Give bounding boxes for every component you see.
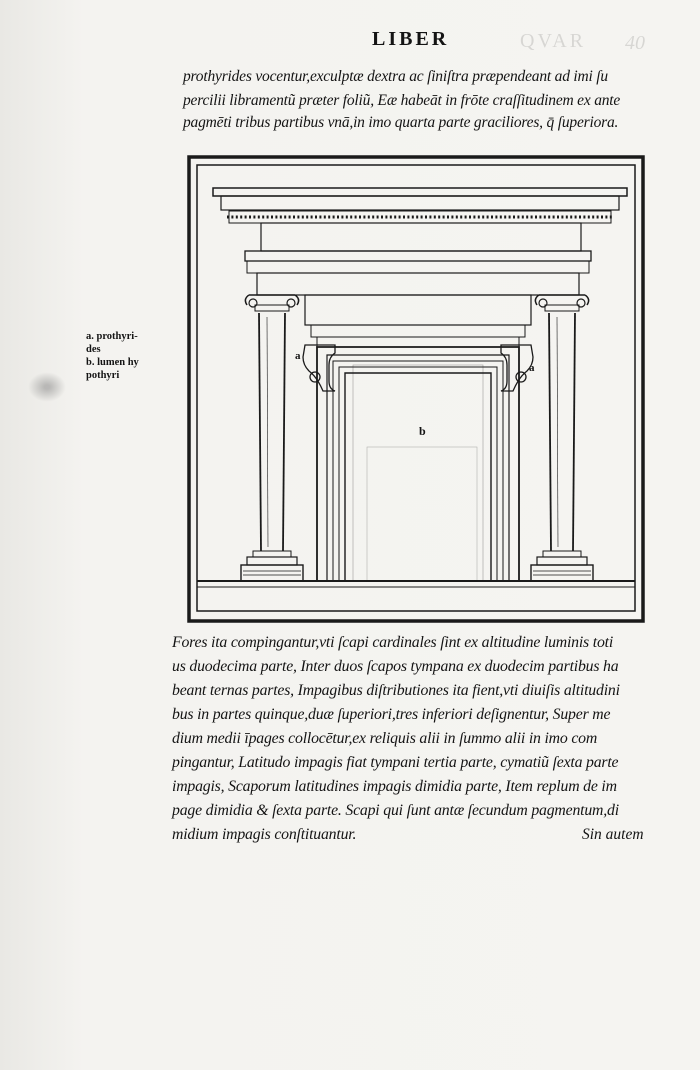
figure-label-a-left: a [295,350,301,362]
figure-label-b: b [419,424,426,438]
running-head: LIBER [372,28,450,50]
body-text-line: dium medii īpages collocētur,ex reliquis alii in ſummo alii in imo com [172,730,598,747]
body-text-line: beant ternas partes, Impagibus diſtributiones ita fient,vti diuiſis altitudini [172,682,620,699]
bleed-through-folio: 40 [625,32,645,54]
body-text-line: midium impagis conſtituantur. [172,826,357,843]
margin-note-line: des [86,344,101,355]
right-column [531,295,593,581]
door-frame [317,347,519,581]
bleed-through-head: QVAR [520,30,587,52]
left-column [241,295,303,581]
body-text-line: impagis, Scaporum latitudines impagis dimidia parte, Item replum de im [172,778,617,795]
ink-blot [28,372,66,402]
body-text-line: us duodecima parte, Inter duos ſcapos tympana ex duodecim partibus ha [172,658,619,675]
margin-note-line: a. prothyri- [86,331,138,342]
top-text-line: prothyrides vocentur,exculptæ dextra ac ſiniſtra præpendeant ad imi ſu [183,68,608,85]
margin-note-line: b. lumen hy [86,357,139,368]
cornice [213,188,627,295]
body-text-line: pingantur, Latitudo impagis fiat tympani tertia parte, cymatiũ ſexta parte [172,754,619,771]
catchword: Sin autem [582,826,644,843]
body-text-line: bus in partes quinque,duæ ſuperiori,tres inferiori deſignentur, Super me [172,706,611,723]
lintel [305,295,531,347]
margin-note-line: pothyri [86,370,120,381]
figure-inner-frame [197,165,635,611]
top-text-line: pagmēti tribus partibus vnā,in imo quarta parte graciliores, q̄ ſuperiora. [183,114,619,131]
body-text-line: page dimidia & ſexta parte. Scapi qui ſunt antæ ſecundum pagmentum,di [172,802,619,819]
margin-note [86,330,139,382]
doorway-woodcut [187,155,645,623]
top-text-line: percilii libramentũ præter foliũ, Eæ habeāt in frōte craſſitudinem ex ante [183,92,621,109]
left-console [303,345,335,391]
figure-label-a-right: a [529,362,535,374]
body-text-line: Fores ita compingantur,vti ſcapi cardinales ſint ex altitudine luminis toti [172,634,614,651]
